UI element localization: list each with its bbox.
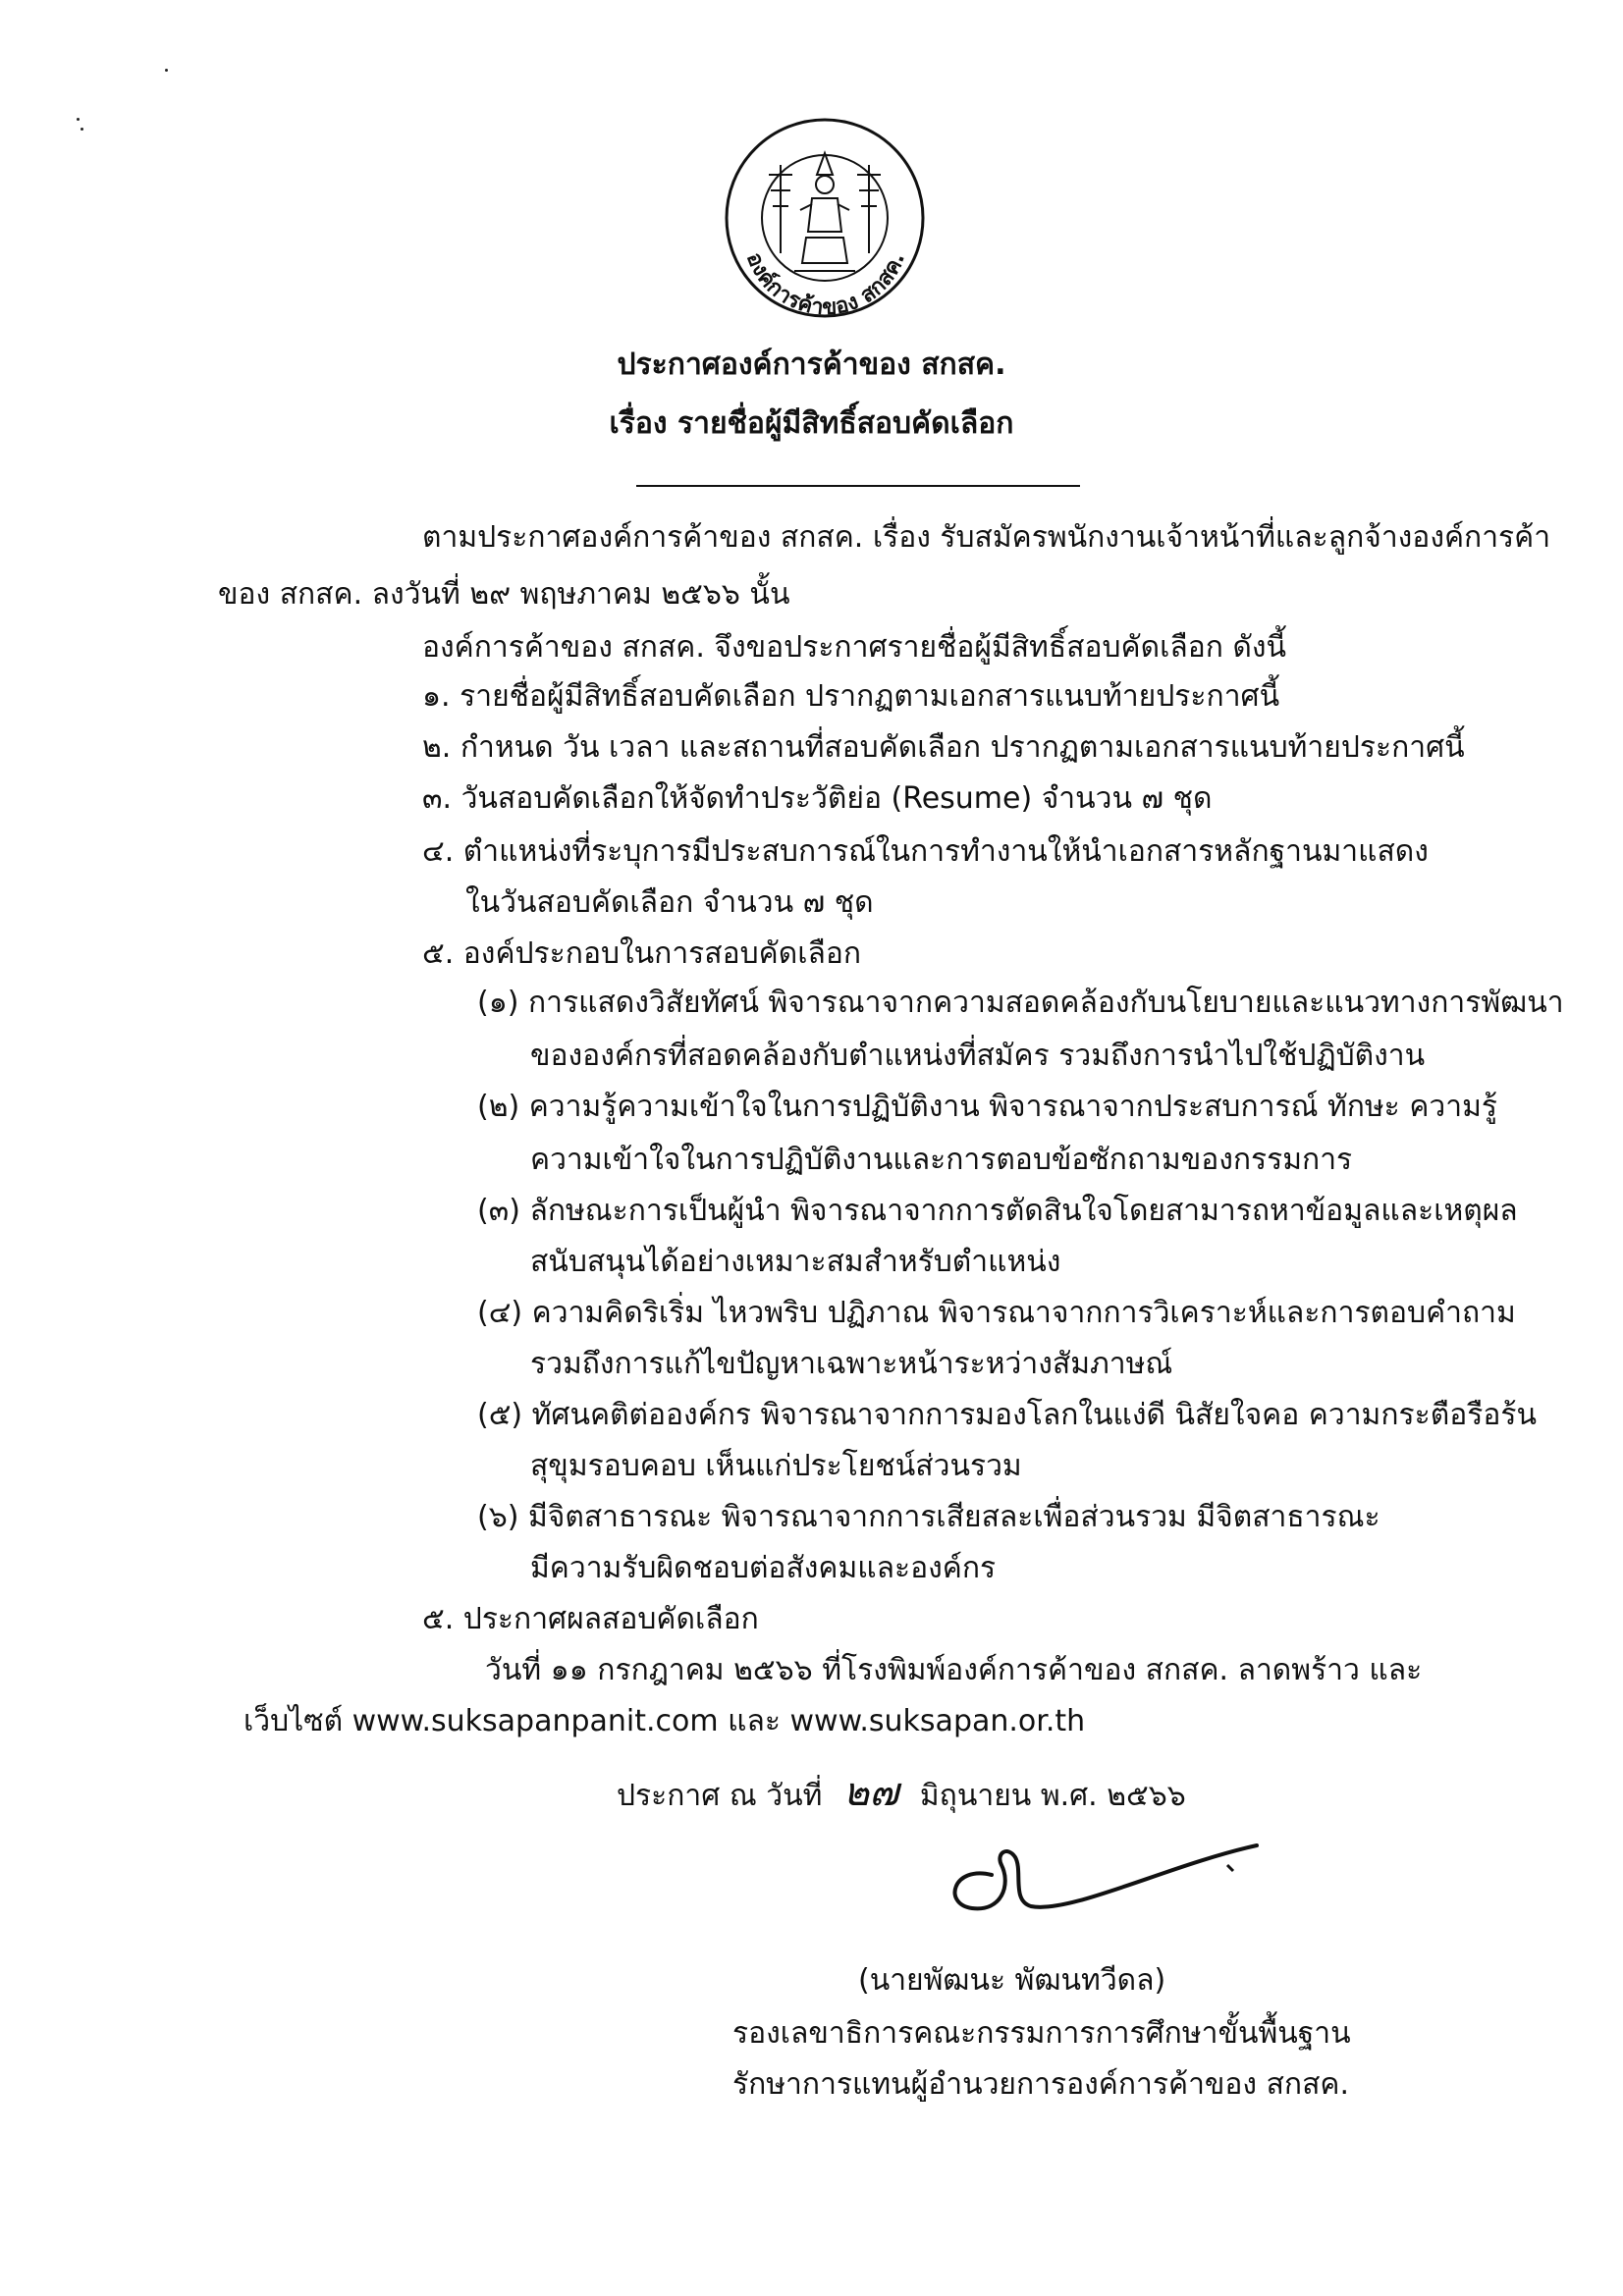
svg-text:องค์การค้าของ สกสค. [741, 249, 910, 320]
intro-line: ของ สกสค. ลงวันที่ ๒๙ พฤษภาคม ๒๕๖๖ นั้น [218, 577, 790, 612]
list-item: ๔. ตำแหน่งที่ระบุการมีประสบการณ์ในการทำงานให้นำเอกสารหลักฐานมาแสดง [422, 834, 1429, 869]
title-divider [636, 485, 1080, 487]
sub-item: (๑) การแสดงวิสัยทัศน์ พิจารณาจากความสอดคล้องกับนโยบายและแนวทางการพัฒนา [477, 986, 1564, 1020]
list-item: ๒. กำหนด วัน เวลา และสถานที่สอบคัดเลือก ปรากฏตามเอกสารแนบท้ายประกาศนี้ [422, 730, 1465, 765]
sub-item-continuation: ความเข้าใจในการปฏิบัติงานและการตอบข้อซักถามของกรรมการ [530, 1143, 1353, 1177]
announce-date-suffix: มิถุนายน พ.ศ. ๒๕๖๖ [919, 1779, 1186, 1813]
scan-speck [81, 128, 83, 131]
sub-item-continuation: สุขุมรอบคอบ เห็นแก่ประโยชน์ส่วนรวม [530, 1449, 1022, 1483]
announcement-subject: เรื่อง รายชื่อผู้มีสิทธิ์สอบคัดเลือก [609, 406, 1014, 441]
sub-item-continuation: สนับสนุนได้อย่างเหมาะสมสำหรับตำแหน่ง [530, 1245, 1061, 1279]
handwritten-signature [933, 1806, 1286, 1934]
intro-line: ตามประกาศองค์การค้าของ สกสค. เรื่อง รับสมัครพนักงานเจ้าหน้าที่และลูกจ้างองค์การค้า [422, 520, 1551, 555]
scan-speck [165, 69, 168, 72]
signer-name: (นายพัฒนะ พัฒนทวีดล) [858, 1963, 1166, 1998]
sub-item: (๔) ความคิดริเริ่ม ไหวพริบ ปฏิภาณ พิจารณาจากการวิเคราะห์และการตอบคำถาม [477, 1296, 1516, 1330]
intro-line: องค์การค้าของ สกสค. จึงขอประกาศรายชื่อผู้มีสิทธิ์สอบคัดเลือก ดังนี้ [422, 630, 1287, 665]
list-item: ๓. วันสอบคัดเลือกให้จัดทำประวัติย่อ (Resume) จำนวน ๗ ชุด [422, 781, 1213, 816]
list-item-continuation: ในวันสอบคัดเลือก จำนวน ๗ ชุด [465, 885, 874, 920]
result-line: เว็บไซต์ www.suksapanpanit.com และ www.suksapan.or.th [243, 1704, 1086, 1738]
signer-title: รักษาการแทนผู้อำนวยการองค์การค้าของ สกสค. [732, 2067, 1350, 2102]
sub-item: (๒) ความรู้ความเข้าใจในการปฏิบัติงาน พิจารณาจากประสบการณ์ ทักษะ ความรู้ [477, 1090, 1497, 1124]
result-line: วันที่ ๑๑ กรกฎาคม ๒๕๖๖ ที่โรงพิมพ์องค์การค้าของ สกสค. ลาดพร้าว และ [485, 1653, 1423, 1687]
sub-item: (๕) ทัศนคติต่อองค์กร พิจารณาจากการมองโลกในแง่ดี นิสัยใจคอ ความกระตือรือร้น [477, 1398, 1537, 1432]
announce-date-prefix: ประกาศ ณ วันที่ [617, 1779, 823, 1813]
sub-item-continuation: รวมถึงการแก้ไขปัญหาเฉพาะหน้าระหว่างสัมภาษณ์ [530, 1347, 1173, 1381]
sub-item: (๓) ลักษณะการเป็นผู้นำ พิจารณาจากการตัดสินใจโดยสามารถหาข้อมูลและเหตุผล [477, 1194, 1518, 1228]
sub-item: (๖) มีจิตสาธารณะ พิจารณาจากการเสียสละเพื่อส่วนรวม มีจิตสาธารณะ [477, 1500, 1380, 1534]
announcement-title: ประกาศองค์การค้าของ สกสค. [617, 347, 1006, 382]
list-item: ๕. ประกาศผลสอบคัดเลือก [422, 1602, 759, 1636]
list-item: ๕. องค์ประกอบในการสอบคัดเลือก [422, 936, 862, 971]
list-item: ๑. รายชื่อผู้มีสิทธิ์สอบคัดเลือก ปรากฏตามเอกสารแนบท้ายประกาศนี้ [422, 679, 1280, 714]
scan-speck [77, 118, 80, 121]
signer-title: รองเลขาธิการคณะกรรมการการศึกษาขั้นพื้นฐาน [732, 2016, 1351, 2051]
organization-seal [722, 116, 928, 330]
sub-item-continuation: ขององค์กรที่สอดคล้องกับตำแหน่งที่สมัคร รวมถึงการนำไปใช้ปฏิบัติงาน [530, 1039, 1426, 1073]
seal-ring-text: องค์การค้าของ สกสค. [740, 248, 911, 321]
announce-date-day: ๒๗ [842, 1770, 899, 1815]
sub-item-continuation: มีความรับผิดชอบต่อสังคมและองค์กร [530, 1551, 997, 1585]
